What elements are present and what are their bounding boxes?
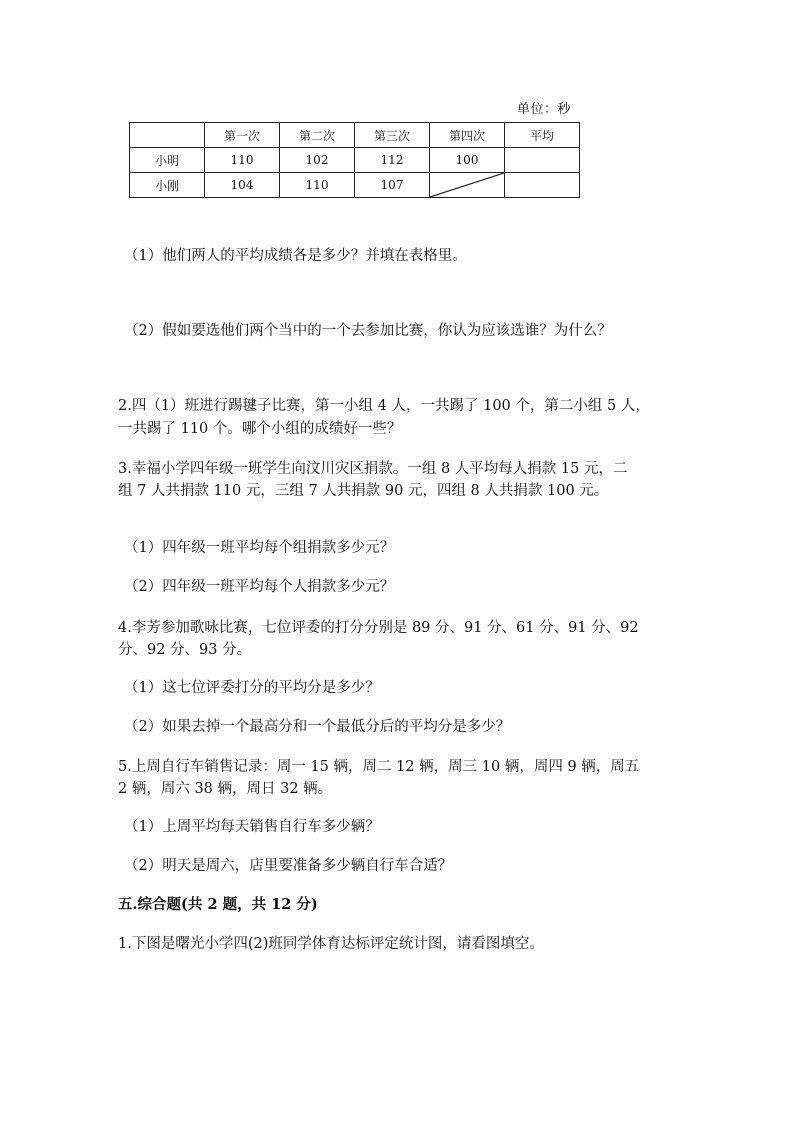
table-header-cell: 平均 [505, 123, 580, 148]
score-table [129, 122, 580, 198]
table-header-cell: 第三次 [355, 123, 430, 148]
question-5-line-1: 5.上周自行车销售记录：周一 15 辆，周二 12 辆，周三 10 辆，周四 9 辆，周五 [118, 759, 640, 775]
table-header-cell: 第二次 [280, 123, 355, 148]
table-cell: 100 [430, 148, 505, 173]
unit-label: 单位：秒 [517, 102, 572, 117]
question-2-line-2: 一共踢了 110 个。哪个小组的成绩好一些？ [118, 421, 402, 437]
question-3-line-2: 组 7 人共捐款 110 元，三组 7 人共捐款 90 元，四组 8 人共捐款 100 元。 [118, 483, 609, 499]
table-cell: 110 [280, 173, 355, 198]
table-row [130, 148, 580, 173]
question-5-2: （2）明天是周六，店里要准备多少辆自行车合适？ [124, 858, 453, 874]
table-header-cell [130, 123, 205, 148]
question-4-line-1: 4.李芳参加歌咏比赛，七位评委的打分分别是 89 分、91 分、61 分、91 分、92 [118, 620, 639, 636]
question-3-line-1: 3.幸福小学四年级一班学生向汶川灾区捐款。一组 8 人平均每人捐款 15 元，二 [118, 461, 628, 477]
section-5-heading: 五.综合题(共 2 题，共 12 分) [118, 896, 318, 913]
table-cell: 112 [355, 148, 430, 173]
section-5-question-1: 1.下图是曙光小学四(2)班同学体育达标评定统计图，请看图填空。 [118, 936, 544, 952]
question-4-2: （2）如果去掉一个最高分和一个最低分后的平均分是多少？ [124, 719, 511, 735]
question-5-line-2: 2 辆，周六 38 辆，周日 32 辆。 [118, 781, 333, 797]
crossed-out-cell [430, 173, 505, 198]
row-name: 小明 [130, 148, 205, 173]
average-cell-blank[interactable] [505, 173, 580, 198]
table-cell: 110 [205, 148, 280, 173]
table-header-cell: 第四次 [430, 123, 505, 148]
question-5-1: （1）上周平均每天销售自行车多少辆？ [124, 819, 380, 835]
diagonal-slash-icon [430, 173, 504, 197]
table-header-cell: 第一次 [205, 123, 280, 148]
question-3-2: （2）四年级一班平均每个人捐款多少元？ [124, 579, 395, 595]
table-cell: 102 [280, 148, 355, 173]
table-cell: 104 [205, 173, 280, 198]
table-row [130, 173, 580, 198]
question-2-line-1: 2.四（1）班进行踢毽子比赛，第一小组 4 人，一共踢了 100 个，第二小组 5 人， [118, 398, 650, 414]
table-cell: 107 [355, 173, 430, 198]
question-1-2: （2）假如要选他们两个当中的一个去参加比赛，你认为应该选谁？为什么？ [124, 323, 612, 339]
row-name: 小刚 [130, 173, 205, 198]
question-4-line-2: 分、92 分、93 分。 [118, 642, 252, 658]
question-1-1: （1）他们两人的平均成绩各是多少？并填在表格里。 [124, 248, 467, 264]
table-header-row [130, 123, 580, 148]
question-4-1: （1）这七位评委打分的平均分是多少？ [124, 680, 380, 696]
question-3-1: （1）四年级一班平均每个组捐款多少元？ [124, 540, 395, 556]
average-cell-blank[interactable] [505, 148, 580, 173]
